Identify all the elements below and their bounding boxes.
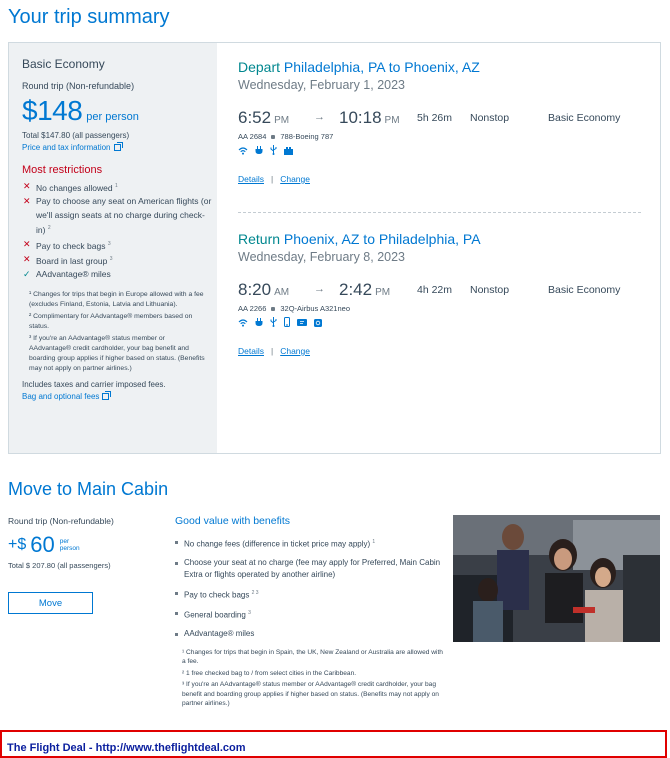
usb-icon bbox=[270, 314, 277, 332]
x-icon: ✕ bbox=[23, 196, 31, 207]
arrival-time bbox=[339, 280, 390, 300]
external-link-icon bbox=[102, 393, 109, 400]
fare-total: Total $147.80 (all passengers) bbox=[22, 131, 130, 140]
aircraft: 32Q-Airbus A321neo bbox=[280, 304, 350, 313]
benefit-footnotes bbox=[175, 648, 445, 709]
link-separator: | bbox=[270, 346, 274, 356]
price-row bbox=[22, 95, 217, 127]
move-button[interactable]: Move bbox=[8, 592, 93, 614]
flight-number: AA 2684 bbox=[238, 132, 267, 141]
restriction-item bbox=[22, 268, 212, 282]
segment-title bbox=[238, 59, 638, 75]
bag-fees-link-label: Bag and optional fees bbox=[22, 391, 100, 401]
departure-time bbox=[238, 280, 289, 300]
time-value: 2:42 bbox=[339, 280, 373, 299]
flight-info bbox=[238, 132, 638, 141]
tv-icon bbox=[297, 314, 307, 332]
segment-label: Depart bbox=[238, 59, 281, 75]
trip-summary-card bbox=[8, 42, 661, 454]
benefit-item bbox=[175, 607, 445, 622]
time-value: 6:52 bbox=[238, 108, 272, 127]
footnote: ² Complimentary for AAdvantage® members based on status. bbox=[29, 312, 193, 330]
benefit-text: Pay to check bags bbox=[184, 590, 250, 600]
segment-divider bbox=[238, 212, 641, 213]
upsell-total: Total $ 207.80 (all passengers) bbox=[8, 561, 111, 570]
footnote-ref: 2 3 bbox=[251, 589, 259, 596]
upsell-per-person bbox=[60, 538, 80, 552]
benefit-item bbox=[175, 628, 445, 640]
stops: Nonstop bbox=[470, 284, 510, 296]
footnote-ref: 3 bbox=[248, 610, 251, 617]
flight-number: AA 2266 bbox=[238, 304, 267, 313]
time-ampm: PM bbox=[274, 115, 290, 126]
trip-type: Round trip (Non-refundable) bbox=[22, 81, 135, 91]
upsell-plus: +$ bbox=[8, 536, 27, 553]
restriction-text: AAdvantage® miles bbox=[36, 269, 111, 280]
external-link-icon bbox=[114, 144, 121, 151]
footnote: ³ If you're an AAdvantage® status member or AAdvantage® credit cardholder, your bag benefit and boarding group applies if higher based on status. (Benefits may not apply on partner airlines.) bbox=[182, 681, 439, 708]
wifi-icon bbox=[238, 314, 248, 332]
upsell-title: Move to Main Cabin bbox=[8, 479, 169, 499]
departure-time bbox=[238, 108, 289, 128]
benefit-item bbox=[175, 587, 445, 602]
restriction-item bbox=[22, 253, 212, 268]
upsell-price-row bbox=[8, 532, 168, 558]
footnote-ref: 1 bbox=[372, 539, 376, 545]
benefits-list bbox=[175, 536, 445, 640]
x-icon: ✕ bbox=[23, 253, 31, 264]
restriction-text: No changes allowed bbox=[36, 182, 113, 193]
restriction-item bbox=[22, 195, 212, 237]
flight-info bbox=[238, 304, 638, 313]
restriction-text: Pay to check bags bbox=[36, 240, 106, 251]
check-icon: ✓ bbox=[23, 269, 31, 280]
app-icon bbox=[314, 314, 322, 332]
footer-text: The Flight Deal - http://www.theflightdeal.com bbox=[7, 742, 246, 754]
segment-links bbox=[238, 346, 638, 356]
time-value: 8:20 bbox=[238, 280, 272, 299]
separator-dot bbox=[271, 135, 275, 139]
fare-name: Basic Economy bbox=[22, 57, 105, 71]
power-icon bbox=[255, 142, 263, 160]
restriction-footnotes bbox=[22, 290, 207, 374]
segment-label: Return bbox=[238, 231, 281, 247]
change-link[interactable]: Change bbox=[280, 346, 310, 356]
footnote-ref: 1 bbox=[114, 183, 118, 189]
benefit-text: General boarding bbox=[184, 610, 246, 620]
duration: 4h 22m bbox=[417, 284, 453, 296]
fare-summary-panel bbox=[9, 43, 217, 453]
entertainment-icon bbox=[284, 142, 293, 160]
person-line: person bbox=[59, 545, 80, 552]
fare-price: $148 bbox=[22, 95, 83, 126]
segment-route: Philadelphia, PA to Phoenix, AZ bbox=[283, 59, 480, 75]
restriction-text: Pay to choose any seat on American flights (or we'll assign seats at no charge during check-in) bbox=[36, 196, 212, 236]
upsell-trip-type: Round trip (Non-refundable) bbox=[8, 516, 114, 526]
page-title: Your trip summary bbox=[8, 6, 170, 28]
segment-route: Phoenix, AZ to Philadelphia, PA bbox=[283, 231, 481, 247]
cabin: Basic Economy bbox=[548, 112, 621, 124]
benefits-block bbox=[175, 515, 445, 711]
benefit-item bbox=[175, 557, 445, 581]
benefit-text: No change fees (difference in ticket price may apply) bbox=[184, 539, 371, 549]
arrival-time bbox=[339, 108, 400, 128]
amenities bbox=[238, 146, 638, 156]
cabin: Basic Economy bbox=[548, 284, 621, 296]
price-tax-link[interactable] bbox=[22, 143, 217, 152]
time-ampm: PM bbox=[384, 115, 400, 126]
benefit-item bbox=[175, 536, 445, 551]
restriction-item bbox=[22, 180, 212, 195]
details-link[interactable]: Details bbox=[238, 346, 264, 356]
includes-taxes-text: Includes taxes and carrier imposed fees. bbox=[22, 379, 166, 389]
footnote: ³ If you're an AAdvantage® status member or AAdvantage® credit cardholder, your bag benefit and boarding group applies if higher based on status. (Benefits may not apply on partner airlines.) bbox=[29, 334, 205, 372]
time-ampm: PM bbox=[375, 287, 391, 298]
segment-links bbox=[238, 174, 638, 184]
restrictions-title: Most restrictions bbox=[22, 164, 103, 176]
aircraft: 788-Boeing 787 bbox=[280, 132, 334, 141]
segment-date: Wednesday, February 8, 2023 bbox=[238, 250, 405, 264]
footnote-ref: 3 bbox=[109, 255, 113, 262]
footnote-ref: 2 bbox=[47, 225, 51, 232]
separator-dot bbox=[271, 307, 275, 311]
benefits-title: Good value with benefits bbox=[175, 515, 290, 527]
wifi-icon bbox=[238, 142, 248, 160]
price-tax-link-label: Price and tax information bbox=[22, 143, 111, 152]
time-ampm: AM bbox=[274, 287, 290, 298]
restrictions-list bbox=[22, 180, 212, 282]
upsell-price-block bbox=[8, 516, 168, 614]
power-icon bbox=[255, 314, 263, 332]
depart-segment bbox=[238, 59, 638, 184]
x-icon: ✕ bbox=[23, 181, 31, 191]
segment-title bbox=[238, 231, 638, 247]
segment-date: Wednesday, February 1, 2023 bbox=[238, 78, 405, 92]
benefit-text: Choose your seat at no charge (fee may apply for Preferred, Main Cabin Extra or flights operated by another airline) bbox=[184, 557, 441, 579]
usb-icon bbox=[270, 142, 277, 160]
x-icon: ✕ bbox=[23, 238, 31, 249]
return-segment bbox=[238, 231, 638, 356]
phone-icon bbox=[284, 314, 290, 332]
upsell-amount: 60 bbox=[30, 532, 55, 557]
segment-times bbox=[238, 108, 638, 130]
arrow-right-icon: → bbox=[314, 111, 325, 123]
benefit-text: AAdvantage® miles bbox=[184, 628, 255, 638]
link-separator: | bbox=[270, 174, 274, 184]
footnote: ¹ Changes for trips that begin in Spain, the UK, New Zealand or Australia are allowed with a fee. bbox=[182, 648, 443, 666]
amenities bbox=[238, 318, 638, 328]
footer-banner bbox=[0, 730, 667, 758]
segment-times bbox=[238, 280, 638, 302]
details-link[interactable]: Details bbox=[238, 174, 264, 184]
per-line: per bbox=[59, 538, 70, 545]
time-value: 10:18 bbox=[339, 108, 382, 127]
footnote: ² 1 free checked bag to / from select cities in the Caribbean. bbox=[182, 669, 357, 677]
footnote-ref: 3 bbox=[107, 240, 111, 247]
bag-fees-link[interactable] bbox=[22, 392, 217, 401]
footnote: ¹ Changes for trips that begin in Europe allowed with a fee (excludes Finland, Estonia, Latvia and Lithuania). bbox=[29, 290, 204, 308]
restriction-item bbox=[22, 238, 212, 253]
stops: Nonstop bbox=[470, 112, 510, 124]
per-person-label: per person bbox=[86, 111, 139, 123]
restriction-text: Board in last group bbox=[36, 255, 108, 266]
arrow-right-icon: → bbox=[314, 283, 325, 295]
duration: 5h 26m bbox=[417, 112, 453, 124]
cabin-photo bbox=[453, 515, 660, 642]
change-link[interactable]: Change bbox=[280, 174, 310, 184]
